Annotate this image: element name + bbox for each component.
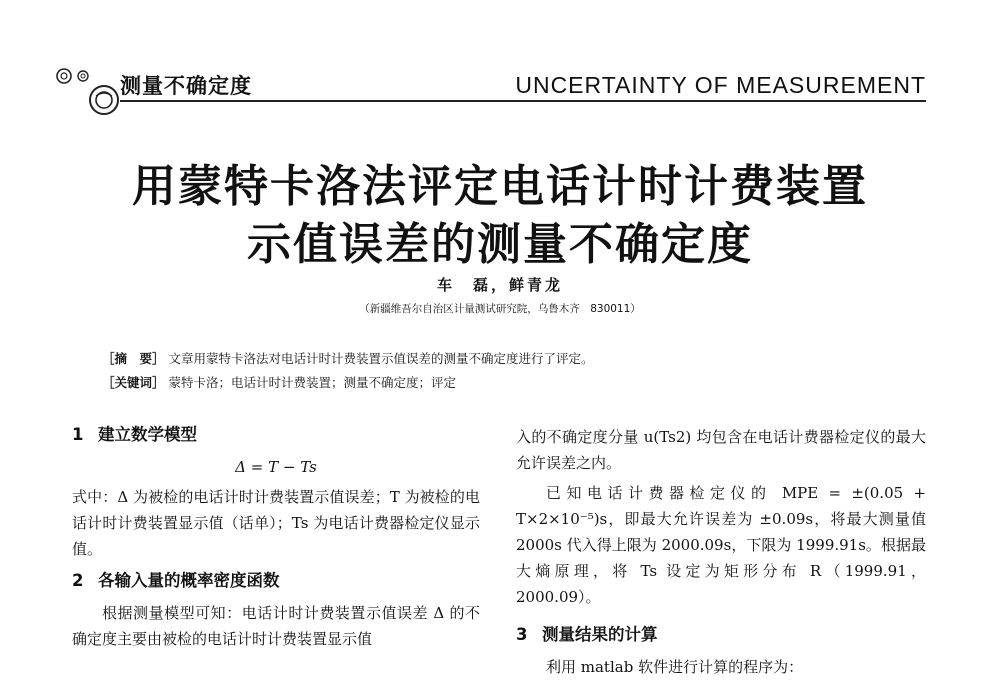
paragraph-uncertainty-component: 入的不确定度分量 u(Ts2) 均包含在电话计费器检定仪的最大允许误差之内。: [516, 428, 926, 472]
header-rule: [120, 100, 926, 102]
section-2-title: 各输入量的概率密度函数: [98, 571, 280, 590]
abstract: [102, 349, 922, 367]
authors: 车 磊，鲜青龙: [436, 276, 563, 294]
section-3-title: 测量结果的计算: [542, 625, 658, 644]
article-title-line2: 示值误差的测量不确定度: [247, 219, 753, 270]
section-label: 测量不确定度: [120, 74, 252, 98]
affiliation: （新疆维吾尔自治区计量测试研究院，乌鲁木齐 830011）: [359, 303, 641, 315]
abstract-text: 文章用蒙特卡洛法对电话计时计费装置示值误差的测量不确定度进行了评定。: [168, 351, 594, 366]
model-formula: Δ = T − Ts: [235, 458, 317, 476]
left-column: [72, 420, 480, 664]
section-3-number: 3: [516, 625, 528, 644]
section-1-number: 1: [72, 425, 84, 444]
section-3-heading: [516, 622, 658, 648]
journal-title: UNCERTAINTY OF MEASUREMENT: [515, 72, 926, 98]
article-title-line1: 用蒙特卡洛法评定电话计时计费装置: [132, 161, 868, 212]
keywords: [102, 373, 922, 391]
abstract-tag: ［摘 要］: [102, 351, 165, 366]
paragraph-matlab: 利用 matlab 软件进行计算的程序为：: [546, 658, 804, 676]
section-2-heading: [72, 568, 280, 594]
right-column: [516, 424, 926, 676]
section-2-number: 2: [72, 571, 84, 590]
section-1-heading: [72, 422, 197, 448]
keywords-text: 蒙特卡洛；电话计时计费装置；测量不确定度；评定: [168, 375, 457, 390]
circles-logo-icon: [52, 66, 122, 122]
paragraph-pdf-intro: 根据测量模型可知：电话计时计费装置示值误差 Δ 的不确定度主要由被检的电话计时计费装置显示值: [72, 604, 480, 648]
paragraph-definitions: 式中：Δ 为被检的电话计时计费装置示值误差；T 为被检的电话计时计费装置显示值（话单）；Ts 为电话计费器检定仪显示值。: [72, 488, 480, 558]
keywords-tag: ［关键词］: [102, 375, 165, 390]
paragraph-mpe: 已知电话计费器检定仪的 MPE = ±(0.05 + T×2×10⁻⁵)s，即最大允许误差为 ±0.09s，将最大测量值 2000s 代入得上限为 2000.09s，下限为 1999.91s。根据最大熵原理，将 Ts 设定为矩形分布 R（1999.91，2000.09）。: [516, 484, 926, 606]
section-1-title: 建立数学模型: [98, 425, 197, 444]
